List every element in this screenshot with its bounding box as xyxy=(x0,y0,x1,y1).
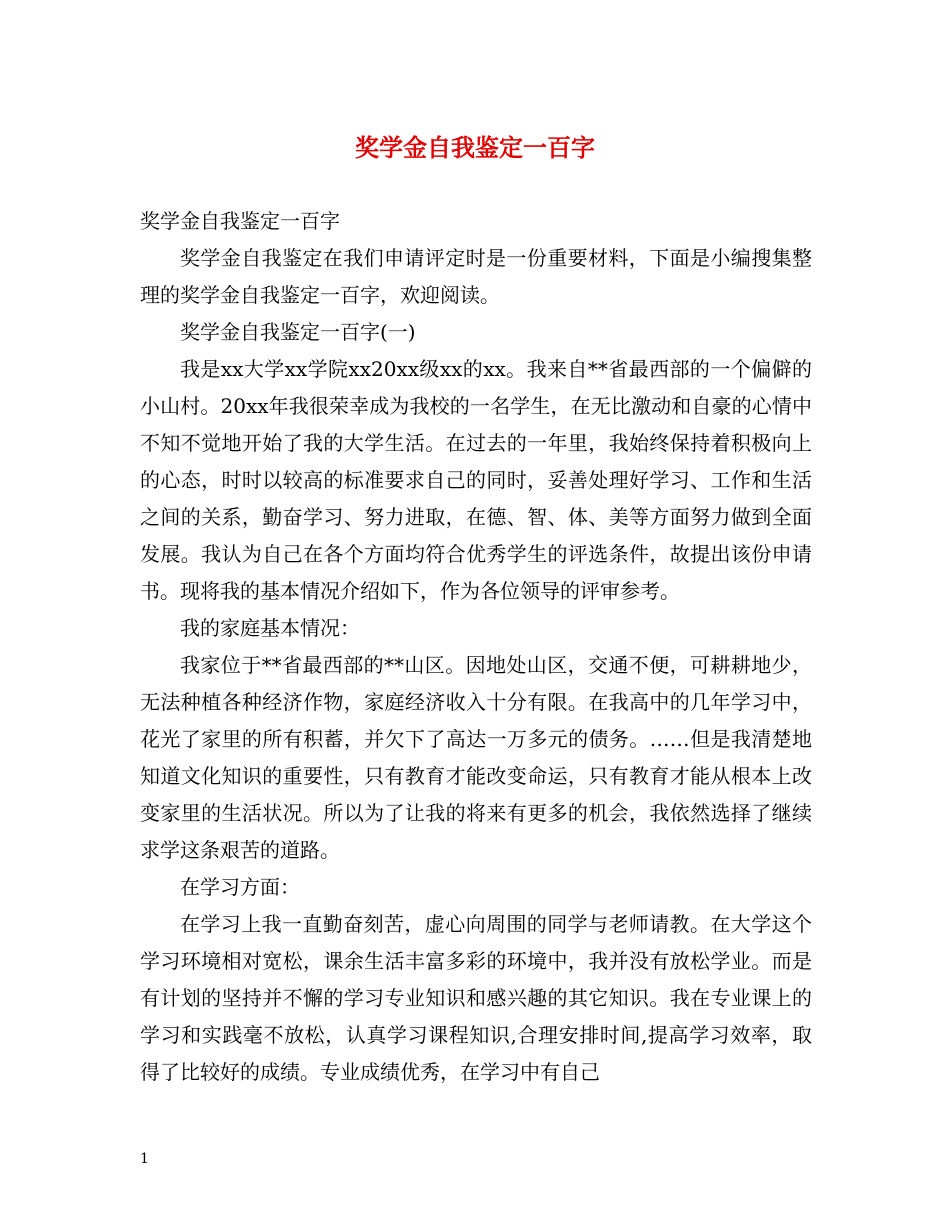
paragraph-subtitle: 奖学金自我鉴定一百字 xyxy=(140,209,340,233)
paragraph-intro: 奖学金自我鉴定在我们申请评定时是一份重要材料，下面是小编搜集整理的奖学金自我鉴定一百字，欢迎阅读。 xyxy=(140,246,812,307)
page-number: 1 xyxy=(140,1151,149,1167)
document-title: 奖学金自我鉴定一百字 xyxy=(355,133,595,162)
paragraph-self-intro: 我是xx大学xx学院xx20xx级xx的xx。我来自**省最西部的一个偏僻的小山村。20xx年我很荣幸成为我校的一名学生，在无比激动和自豪的心情中不知不觉地开始了我的大学生活。在过去的一年里，我始终保持着积极向上的心态，时时以较高的标准要求自己的同时，妥善处理好学习、工作和生活之间的关系，勤奋学习、努力进取，在德、智、体、美等方面努力做到全面发展。我认为自己在各个方面均符合优秀学生的评选条件，故提出该份申请书。现将我的基本情况介绍如下，作为各位领导的评审参考。 xyxy=(140,357,812,603)
document-body xyxy=(140,203,812,1091)
paragraph-family-heading: 我的家庭基本情况： xyxy=(180,616,360,640)
paragraph-section-heading: 奖学金自我鉴定一百字(一) xyxy=(180,320,416,344)
paragraph-study-heading: 在学习方面： xyxy=(180,875,300,899)
paragraph-study: 在学习上我一直勤奋刻苦，虚心向周围的同学与老师请教。在大学这个学习环境相对宽松，课余生活丰富多彩的环境中，我并没有放松学业。而是有计划的坚持并不懈的学习专业知识和感兴趣的其它知识。我在专业课上的学习和实践毫不放松，认真学习课程知识,合理安排时间,提高学习效率，取得了比较好的成绩。专业成绩优秀，在学习中有自己 xyxy=(140,912,812,1084)
paragraph-family: 我家位于**省最西部的**山区。因地处山区，交通不便，可耕耕地少，无法种植各种经济作物，家庭经济收入十分有限。在我高中的几年学习中，花光了家里的所有积蓄，并欠下了高达一万多元的债务。……但是我清楚地知道文化知识的重要性，只有教育才能改变命运，只有教育才能从根本上改变家里的生活状况。所以为了让我的将来有更多的机会，我依然选择了继续求学这条艰苦的道路。 xyxy=(140,653,812,862)
